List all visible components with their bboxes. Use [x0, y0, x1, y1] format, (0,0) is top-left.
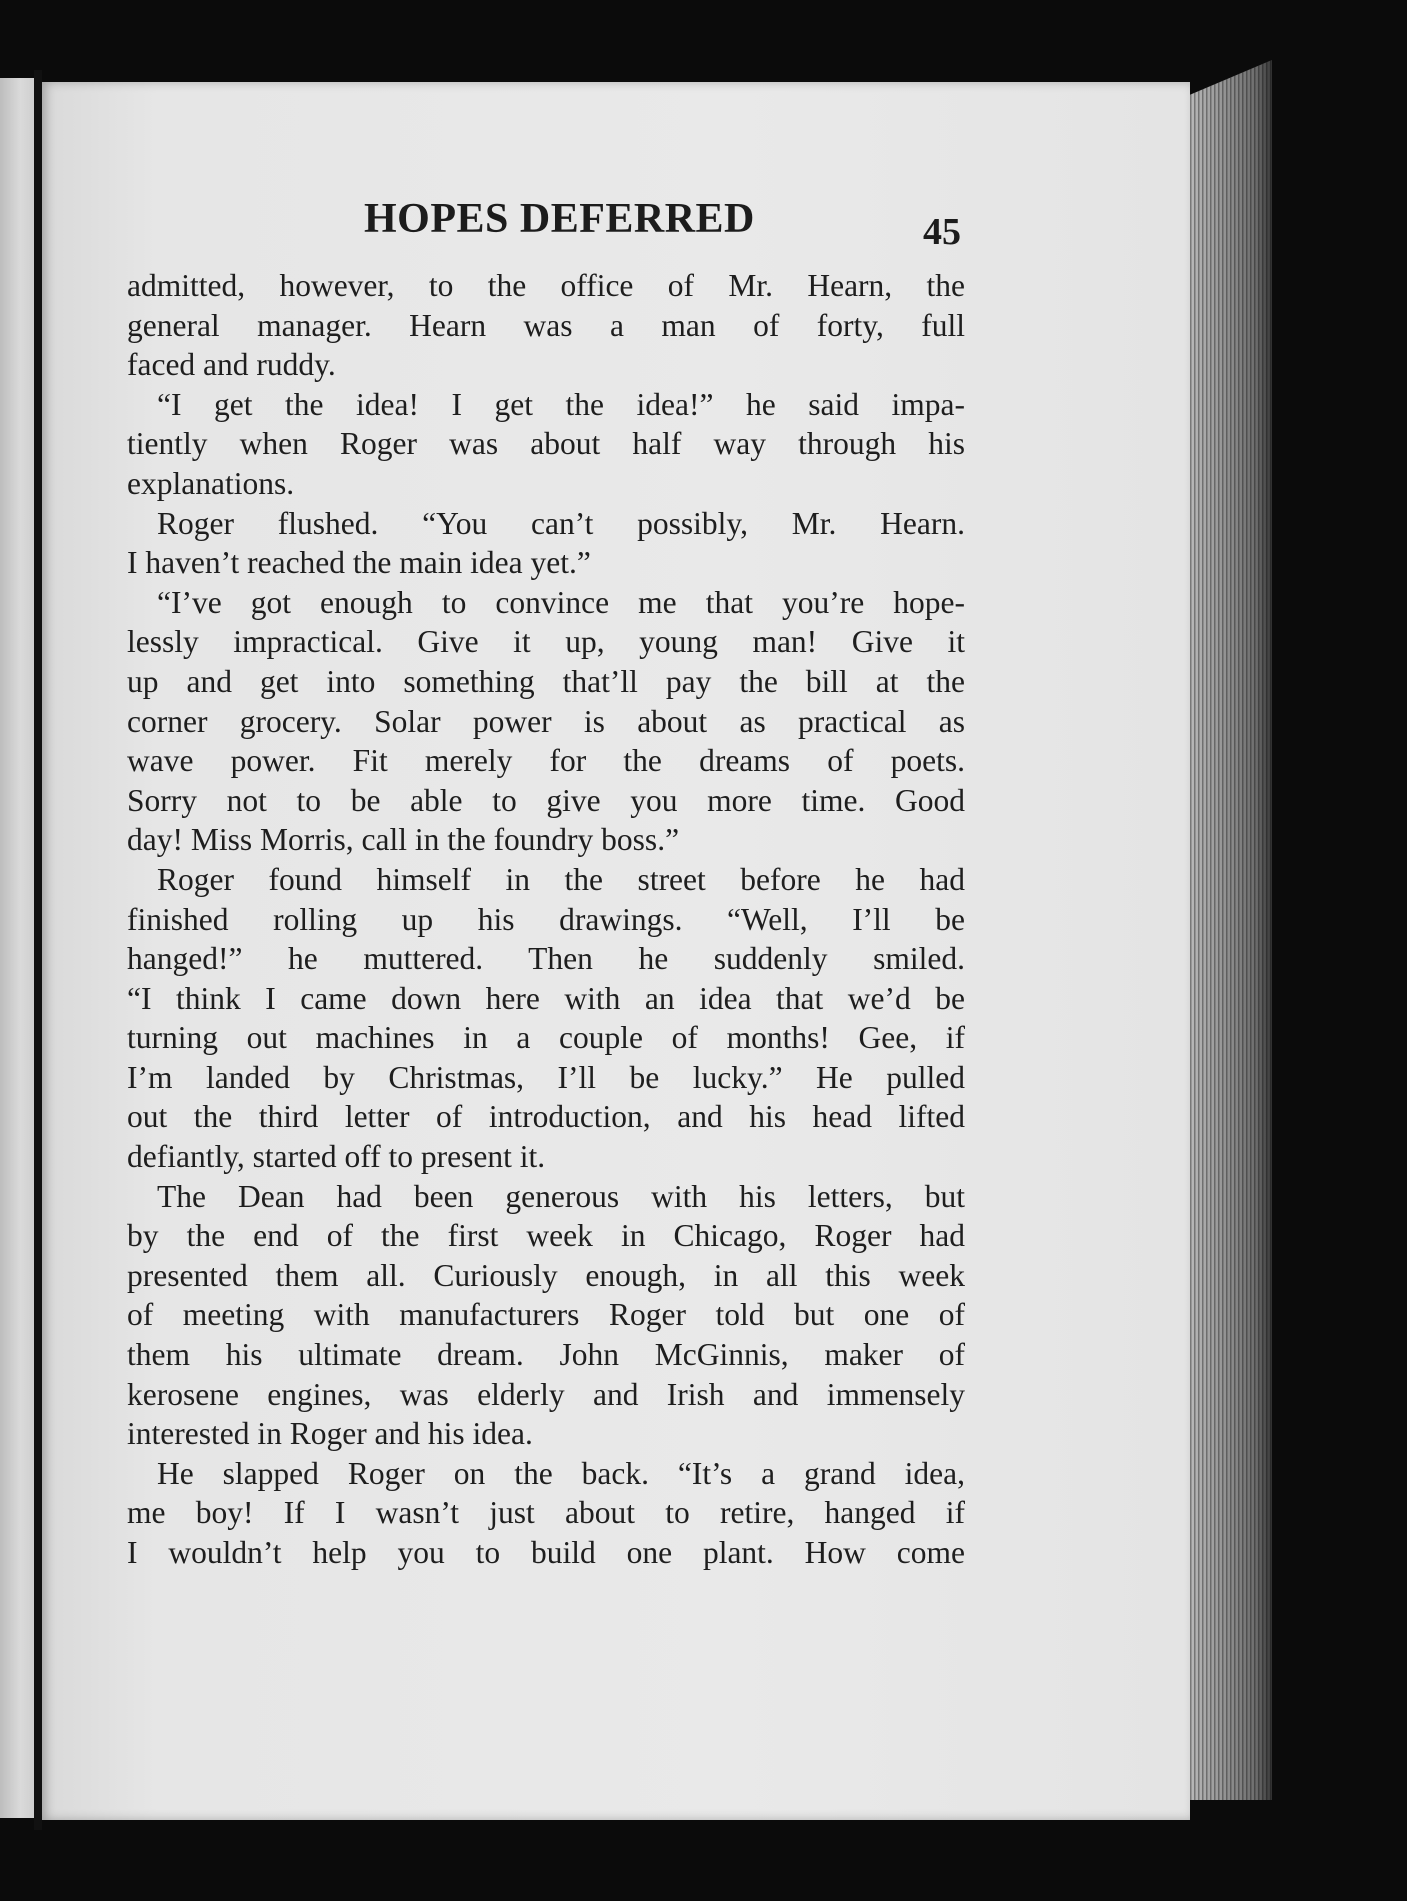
- text-line: turning out machines in a couple of months! Gee, if: [127, 1020, 965, 1056]
- text-line: The Dean had been generous with his letters, but: [157, 1178, 965, 1214]
- running-head: HOPES DEFERRED: [364, 196, 755, 242]
- text-line: Sorry not to be able to give you more time. Good: [127, 782, 965, 818]
- text-line: interested in Roger and his idea.: [127, 1416, 533, 1452]
- body-text: [127, 266, 965, 1573]
- text-line: of meeting with manufacturers Roger told but one of: [127, 1297, 965, 1333]
- text-line: “I’ve got enough to convince me that you’re hope-: [157, 584, 965, 620]
- text-line: general manager. Hearn was a man of forty, full: [127, 307, 965, 343]
- text-line: defiantly, started off to present it.: [127, 1139, 546, 1175]
- text-line: I wouldn’t help you to build one plant. How come: [127, 1535, 965, 1570]
- text-line: wave power. Fit merely for the dreams of poets.: [127, 743, 965, 779]
- text-line: Roger found himself in the street before he had: [157, 861, 965, 897]
- text-line: them his ultimate dream. John McGinnis, maker of: [127, 1337, 965, 1373]
- text-line: Roger flushed. “You can’t possibly, Mr. Hearn.: [157, 505, 965, 541]
- text-line: He slapped Roger on the back. “It’s a grand idea,: [157, 1455, 965, 1491]
- text-line: out the third letter of introduction, and his head lifted: [127, 1099, 965, 1135]
- text-line: lessly impractical. Give it up, young man! Give it: [127, 624, 965, 660]
- text-line: I haven’t reached the main idea yet.”: [127, 545, 591, 581]
- text-line: up and get into something that’ll pay the bill at the: [127, 663, 965, 699]
- text-line: “I get the idea! I get the idea!” he said impa-: [157, 386, 965, 422]
- text-line: tiently when Roger was about half way through his: [127, 426, 965, 462]
- text-line: faced and ruddy.: [127, 347, 336, 383]
- text-line: by the end of the first week in Chicago, Roger had: [127, 1218, 965, 1254]
- page-number: 45: [923, 211, 961, 253]
- text-line: explanations.: [127, 465, 295, 501]
- facing-page-edge: [0, 78, 34, 1818]
- text-line: day! Miss Morris, call in the foundry boss.”: [127, 822, 680, 858]
- text-line: admitted, however, to the office of Mr. Hearn, the: [127, 268, 965, 303]
- text-line: I’m landed by Christmas, I’ll be lucky.” He pulled: [127, 1059, 965, 1095]
- text-line: kerosene engines, was elderly and Irish and immensely: [127, 1376, 965, 1412]
- text-line: hanged!” he muttered. Then he suddenly smiled.: [127, 941, 965, 977]
- text-line: “I think I came down here with an idea that we’d be: [127, 980, 965, 1016]
- text-line: corner grocery. Solar power is about as practical as: [127, 703, 965, 739]
- text-line: me boy! If I wasn’t just about to retire, hanged if: [127, 1495, 965, 1531]
- text-line: presented them all. Curiously enough, in all this week: [127, 1257, 965, 1293]
- page-block-edges: [1190, 60, 1272, 1800]
- book-gutter: [34, 70, 42, 1830]
- text-line: finished rolling up his drawings. “Well, I’ll be: [127, 901, 965, 937]
